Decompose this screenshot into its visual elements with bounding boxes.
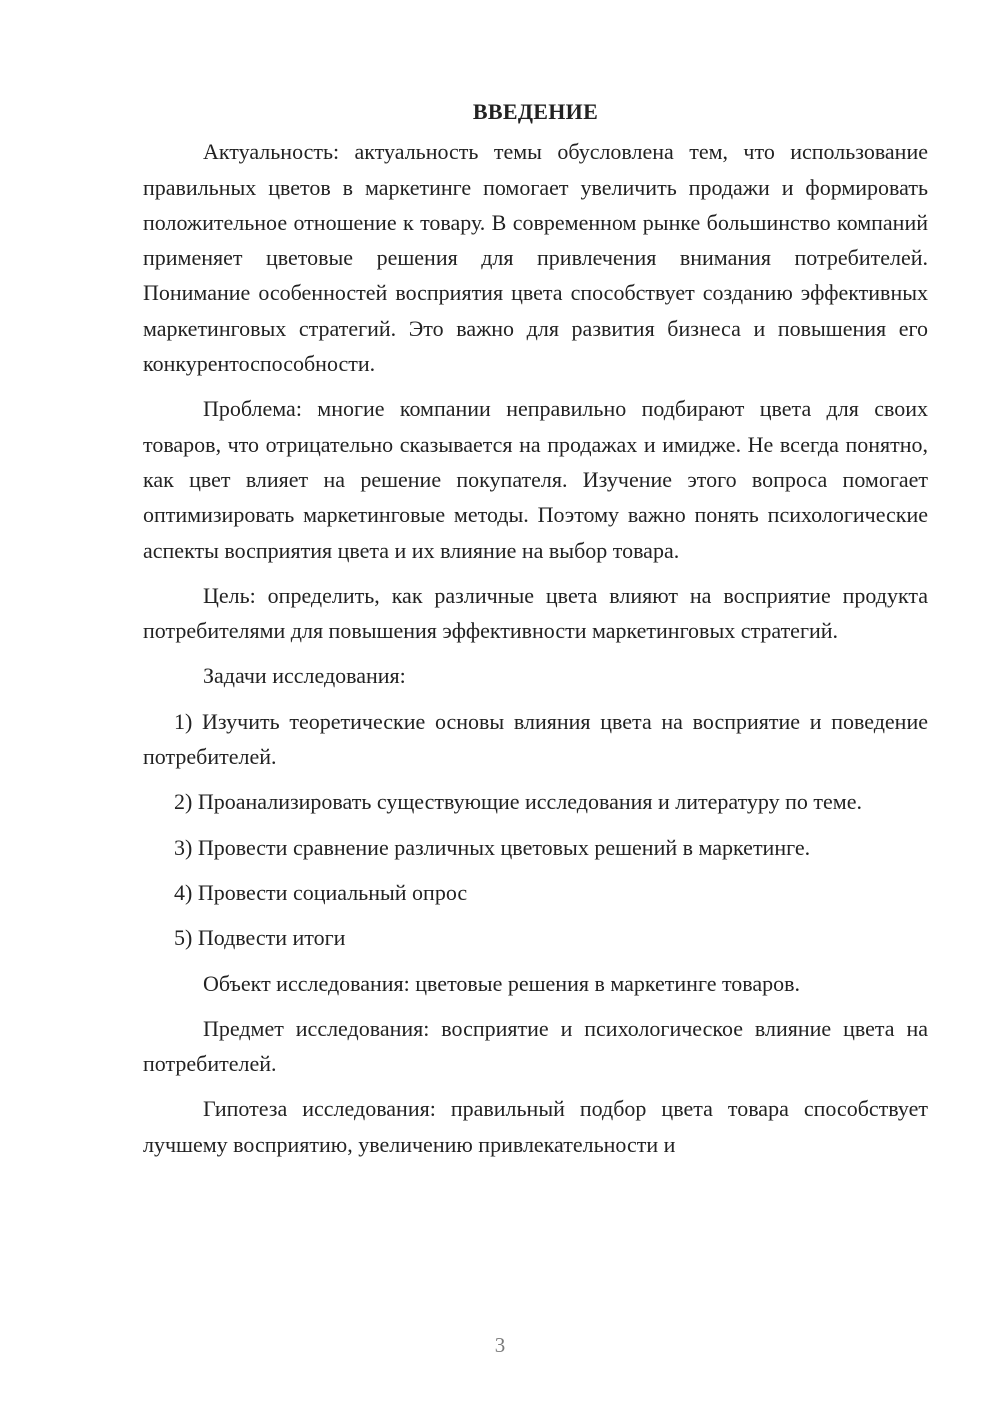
subject-paragraph: Предмет исследования: восприятие и психологическое влияние цвета на потребителей. — [143, 1015, 928, 1077]
object-paragraph: Объект исследования: цветовые решения в маркетинге товаров. — [203, 970, 801, 996]
page-content — [143, 94, 928, 1172]
hypothesis-paragraph: Гипотеза исследования: правильный подбор цвета товара способствует лучшему восприятию, увеличению привлекательности и — [143, 1096, 928, 1157]
task-item-4: 4) Провести социальный опрос — [174, 879, 468, 905]
task-item-1: 1) Изучить теоретические основы влияния цвета на восприятие и поведение потребителей. — [143, 708, 928, 770]
tasks-heading: Задачи исследования: — [203, 663, 406, 689]
task-item-5: 5) Подвести итоги — [174, 925, 346, 951]
page-number: 3 — [494, 1333, 506, 1357]
task-item-2: 2) Проанализировать существующие исследования и литературу по теме. — [174, 789, 862, 815]
goal-paragraph: Цель: определить, как различные цвета влияют на восприятие продукта потребителями для повышения эффективности маркетинговых стратегий. — [143, 582, 928, 644]
task-item-3: 3) Провести сравнение различных цветовых решений в маркетинге. — [174, 834, 811, 860]
problem-paragraph: Проблема: многие компании неправильно подбирают цвета для своих товаров, что отрицательно сказывается на продажах и имидже. Не всегда понятно, как цвет влияет на решение покупателя. Изучение этого вопроса помогает оптимизировать маркетинговые методы. Поэтому важно понять психологические аспекты восприятия цвета и их влияние на выбор товара. — [143, 396, 928, 563]
section-title: ВВЕДЕНИЕ — [472, 99, 599, 124]
relevance-paragraph: Актуальность: актуальность темы обусловлена тем, что использование правильных цветов в маркетинге помогает увеличить продажи и формировать положительное отношение к товару. В современном рынке большинство компаний применяет цветовые решения для привлечения внимания потребителей. Понимание особенностей восприятия цвета способствует созданию эффективных маркетинговых стратегий. Это важно для развития бизнеса и повышения его конкурентоспособности. — [143, 139, 928, 377]
